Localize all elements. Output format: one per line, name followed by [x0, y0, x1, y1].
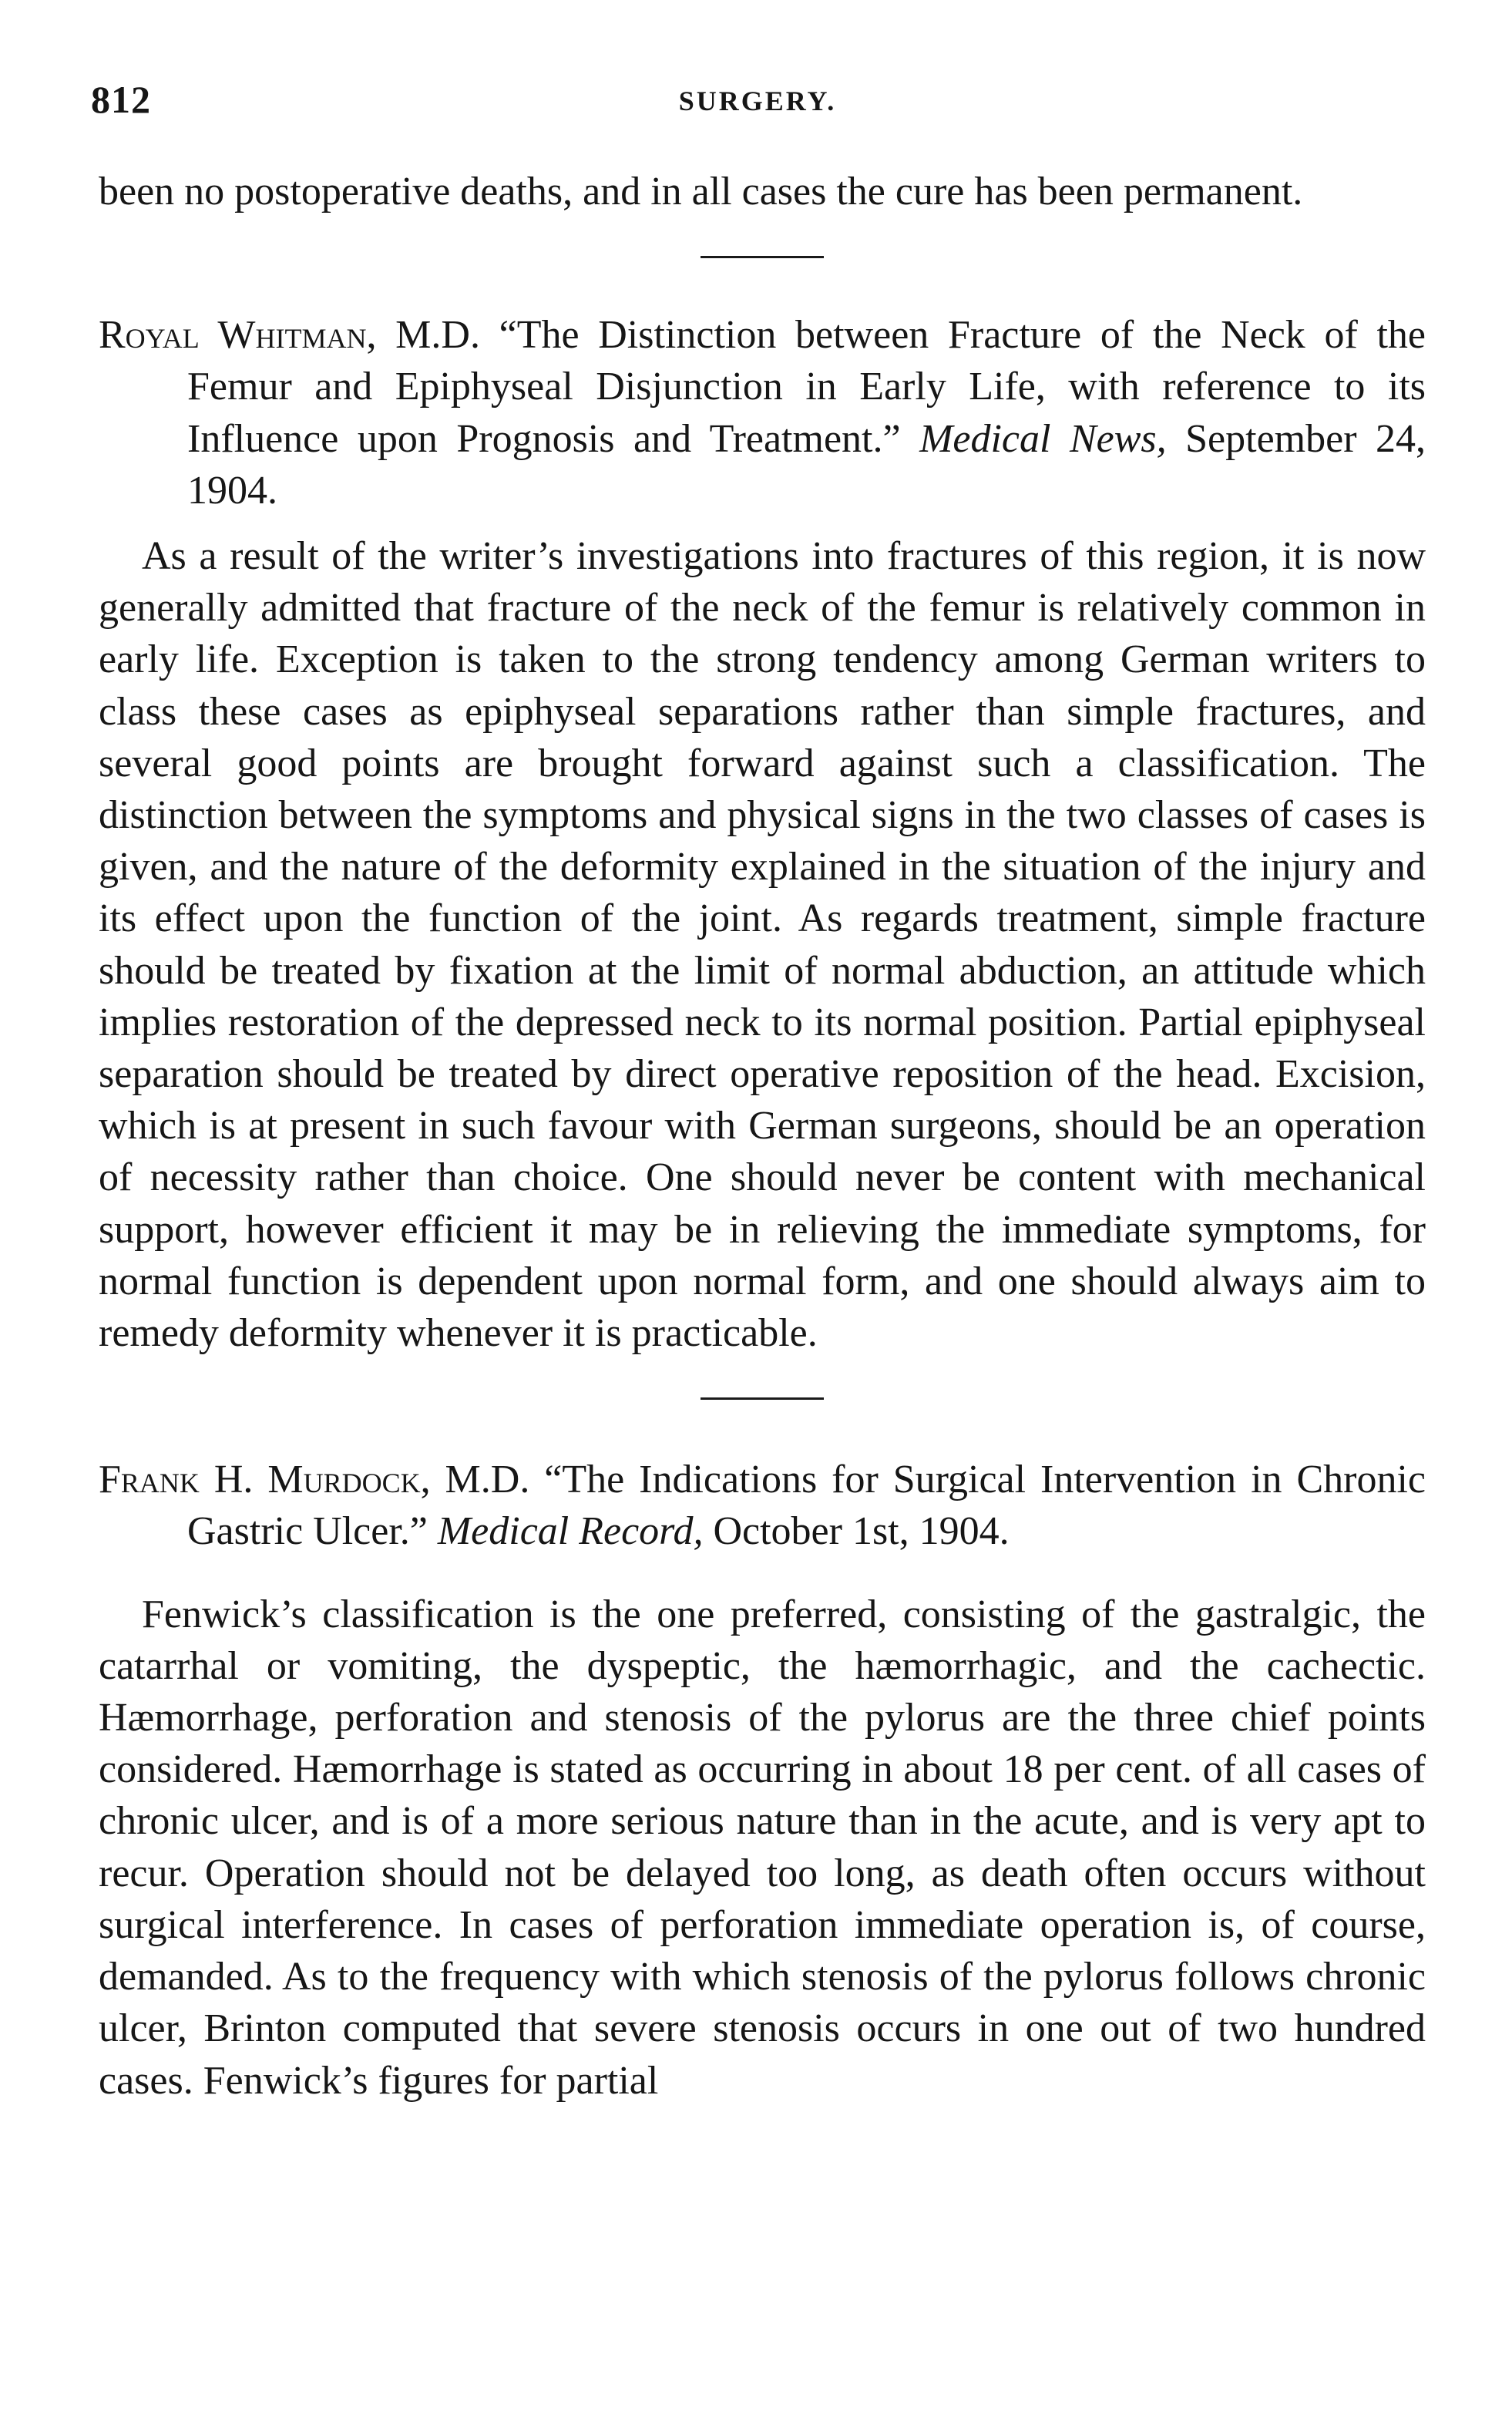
citation-title: “The Distinction between Fracture of the Neck of the Femur and Epiphyseal Disjunction in Early Life, with reference to its Influence upon Prognosis and Treatment.” [187, 313, 1426, 461]
page-number: 812 [91, 78, 151, 121]
citation-date: September 24, 1904. [187, 416, 1426, 513]
abstract-whitman: As a result of the writer’s investigations into fractures of this region, it is now generally admitted that fracture of the neck of the femur is relatively common in early life. Exception is taken to the strong tendency among German writers to class these cases as epiphyseal separations rather than simple fractures, and several good points are brought forward against such a classification. The distinction between the symptoms and physical signs in the two classes of cases is given, and the nature of the deformity explained in the situation of the injury and its effect upon the function of the joint. As regards treatment, simple fracture should be treated by fixation at the limit of normal abduction, an attitude which implies restoration of the depressed neck to its normal position. Partial epiphyseal separation should be treated by direct operative reposition of the head. Excision, which is at present in such favour with German surgeons, should be an operation of necessity rather than choice. One should never be content with mechanical support, however efficient it may be in relieving the immediate symptoms, for normal function is dependent upon normal form, and one should always aim to remedy deformity whenever it is practicable. [99, 534, 1426, 1356]
citation-murdock [99, 1454, 1426, 1557]
citation-author: Royal Whitman, M.D. [99, 313, 480, 358]
citation-journal: Medical Record, [437, 1509, 704, 1554]
page-body [99, 166, 1426, 2107]
section-divider [701, 256, 824, 258]
citation-journal: Medical News, [919, 416, 1167, 461]
citation-whitman [99, 309, 1426, 516]
running-head: SURGERY. [678, 86, 837, 116]
citation-author: Frank H. Murdock, M.D. [99, 1458, 530, 1502]
citation-date: October 1st, 1904. [713, 1509, 1010, 1554]
abstract-murdock: Fenwick’s classification is the one preferred, consisting of the gastralgic, the catarrhal or vomiting, the dyspeptic, the hæmorrhagic, and the cachectic. Hæmorrhage, perforation and stenosis of the pylorus are the three chief points considered. Hæmorrhage is stated as occurring in about 18 per cent. of all cases of chronic ulcer, and is of a more serious nature than in the acute, and is very apt to recur. Operation should not be delayed too long, as death often occurs without surgical interference. In cases of perforation immediate operation is, of course, demanded. As to the frequency with which stenosis of the pylorus follows chronic ulcer, Brinton computed that severe stenosis occurs in one out of two hundred cases. Fenwick’s figures for partial [99, 1592, 1426, 2103]
section-divider [701, 1397, 824, 1400]
citation-title: “The Indications for Surgical Intervention in Chronic Gastric Ulcer.” [187, 1458, 1426, 1554]
continuation-paragraph: been no postoperative deaths, and in all cases the cure has been permanent. [99, 170, 1303, 214]
page-header [91, 77, 1424, 131]
